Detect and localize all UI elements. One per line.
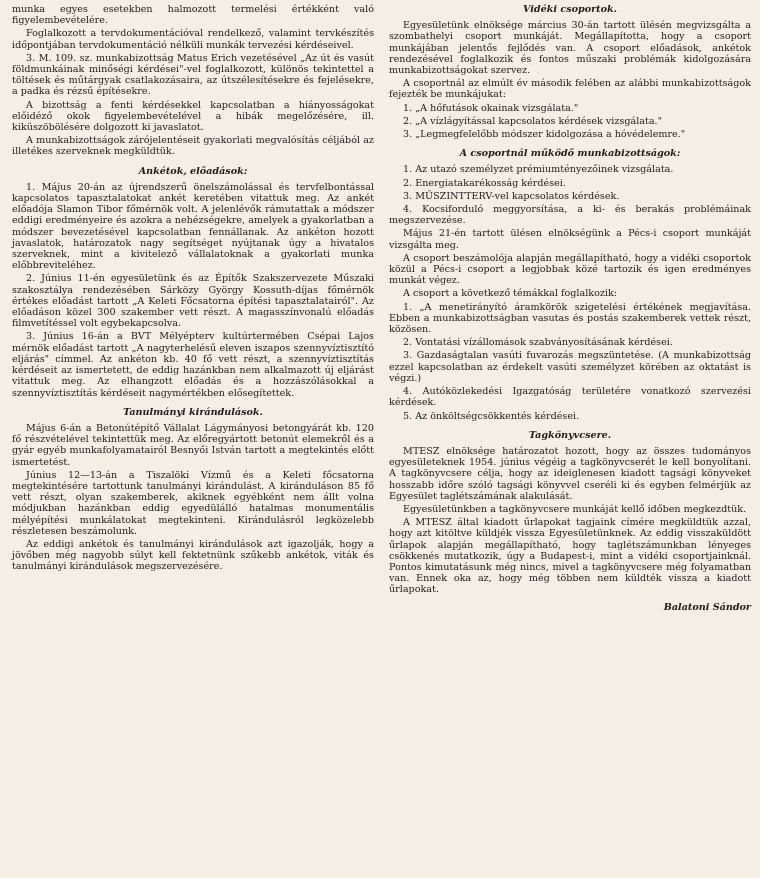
paragraph: 2. Június 11-én egyesületünk és az Építők Szakszervezete Műszaki szakosztálya rendezésében Sárközy György Kossuth-díjas főmérnök értékes előadást tartott „A Keleti Főcsatorna építési tapasztalatairól". Az előadáson közel 300 szakember vett részt. A magasszínvonalú előadás filmvetítéssel volt egybekapcsolva. <box>12 273 374 330</box>
list-item: 3. „Legmegfelelőbb módszer kidolgozása a hóvédelemre." <box>403 129 686 141</box>
section-heading-munkabizottsagok: A csoportnál működő munkabizottságok: <box>459 148 681 160</box>
paragraph: A munkabizottságok zárójelentéseit gyakorlati megvalósítás céljából az illetékes szerveknek megküldtük. <box>12 135 374 158</box>
section-heading-tagkonyvcsere: Tagkönyvcsere. <box>528 429 612 441</box>
list-item: 3. Gazdaságtalan vasúti fuvarozás megszüntetése. (A munkabizottság ezzel kapcsolatban az érdekelt vasúti személyzet körében az oktatást is végzi.) <box>389 350 751 384</box>
paragraph: Május 6-án a Betonútépítő Vállalat Lágymányosi betongyárát kb. 120 fő részvételével tekintettük meg. Az előregyártott betonút elemekről és a gyár egyéb munkafolyamatairól Besnyői István tartott a megtekintés előtt ismertetést. <box>12 422 374 468</box>
paragraph: munka egyes esetekben halmozott termelési értékként való figyelembevételére. <box>12 4 374 27</box>
left-column <box>12 4 374 575</box>
paragraph: A MTESZ által kiadott űrlapokat tagjaink címére megküldtük azzal, hogy azt kitöltve küldjék vissza Egyesületünknek. Az eddig visszaküldött űrlapok alapján megállapítható, hogy taglétszámunkban lényeges csökkenés mutatkozik, úgy a Budapest-i, mint a vidéki csoportjainknál. Pontos kimutatásunk még nincs, mivel a tagkönyvcsere még folyamatban van. Ennek oka az, hogy még többen nem küldték vissza a kiadott űrlapokat. <box>389 517 751 596</box>
list-item: 1. „A hőfutások okainak vizsgálata." <box>403 102 579 114</box>
list-item: 4. Kocsiforduló meggyorsítása, a ki- és berakás problémáinak megszervezése. <box>389 204 751 227</box>
paragraph: Egyesületünkben a tagkönyvcsere munkáját kellő időben megkezdtük. <box>403 503 747 515</box>
list-item: 2. „A vízlágyítással kapcsolatos kérdések vizsgálata." <box>403 115 663 127</box>
paragraph: Június 12—13-án a Tiszalöki Vízmű és a Keleti főcsatorna megtekintésére tartottunk tanulmányi kirándulást. A kiránduláson 85 fő vett részt, olyan szakemberek, akiknek egyébként nem állt volna módjukban hazánkban eddig egyedülálló hatalmas monumentális mélyépítési munkálatokat megtekinteni. Kirándulásról legközelebb részletesen beszámolunk. <box>12 469 374 537</box>
paragraph: 3. Június 16-án a BVT Mélyépterv kultúrtermében Csépai Lajos mérnök előadást tartott „A nagyterhelésű eleven iszapos szennyvíztisztító eljárás" címmel. Az ankéton kb. 40 fő vett részt, a szennyvíztisztítás kérdéseit az ismertetett, de eddig hazánkban nem alkalmazott új eljárást vitattuk meg. Az elhangzott előadás és a hozzászólásokkal a szennyvíztisztítás kérdéseit nagymértékben elősegítettek. <box>12 331 374 399</box>
author-signature: Balatoni Sándor <box>663 601 751 613</box>
paragraph: A csoportnál az elmúlt év második felében az alábbi munkabizottságok fejezték be munkájukat: <box>389 78 751 101</box>
list-item: 2. Vontatási vízállomások szabványosításának kérdései. <box>403 337 673 349</box>
paragraph: Foglalkozott a tervdokumentációval rendelkező, valamint tervkészítés időpontjában tervdokumentáció nélküli munkák tervezési kérdéseivel. <box>12 28 374 51</box>
paragraph: MTESZ elnöksége határozatot hozott, hogy az összes tudományos egyesületeknek 1954. június végéig a tagkönyvcserét le kell bonyolítani. A tagkönyvcsere célja, hogy az ideiglenesen kiadott tagsági könyveket hosszabb időre szóló tagsági könyvvel cseréli ki és egyben felmérjük az Egyesület taglétszámának alakulását. <box>389 445 751 502</box>
paragraph: Egyesületünk elnöksége március 30-án tartott ülésén megvizsgálta a szombathelyi csoport munkáját. Megállapította, hogy a csoport munkájában jelentős fejlődés van. A csoport előadások, ankétok rendezésével foglalkozik és fontos műszaki problémák kidolgozására munkabizottságokat szervez. <box>389 20 751 77</box>
paragraph: Május 21-én tartott ülésen elnökségünk a Pécs-i csoport munkáját vizsgálta meg. <box>389 228 751 251</box>
list-item: 1. Az utazó személyzet prémiumtényezőinek vizsgálata. <box>403 164 674 176</box>
section-heading-videki-csoportok: Vidéki csoportok. <box>523 4 617 15</box>
list-item: 2. Energiatakarékosság kérdései. <box>403 177 566 189</box>
list-item: 5. Az önköltségcsökkentés kérdései. <box>403 410 580 422</box>
list-item: 4. Autóközlekedési Igazgatóság területére vonatkozó szervezési kérdések. <box>389 386 751 409</box>
list-item: 1. „A menetirányító áramkörök szigetelési értékének megjavítása. Ebben a munkabizottságban vasutas és postás szakemberek vettek részt, közösen. <box>389 301 751 336</box>
paragraph: Az eddigi ankétok és tanulmányi kirándulások azt igazolják, hogy a jövőben még nagyobb súlyt kell fektetnünk szűkebb ankétok, viták és tanulmányi kirándulások megszervezésére. <box>12 538 374 573</box>
paragraph: 3. M. 109. sz. munkabizottság Matus Erich vezetésével „Az út és vasút földmunkáinak minőségi kérdései"-vel foglalkozott, különös tekintettel a töltések és műtárgyak csatlakozásaira, az útszélesítésekre és fejelésekre, a padka és rézsű építésekre. <box>12 52 374 98</box>
paragraph: 1. Május 20-án az újrendszerű önelszámolással és tervfelbontással kapcsolatos tapasztalatokat ankét keretében vitattuk meg. Az ankét előadója Slamon Tibor főmérnök volt. A jelenlévők rámutattak a módszer eddigi eredményeire és azokra a nehézségekre, amelyek a gyakorlatban a módszer bevezetésével kapcsolatban fennállanak. Az ankéton hozott javaslatok, határozatok nagy segítséget nyújtanak úgy a hivatalos szerveknek, mint a kivitelező vállalatoknak a gyakorlati munka előbbreviteléhez. <box>12 181 374 272</box>
section-heading-anketok: Ankétok, előadások: <box>138 165 248 177</box>
right-column <box>389 4 751 615</box>
section-heading-kirandulasok: Tanulmányi kirándulások. <box>123 406 263 418</box>
paragraph: A bizottság a fenti kérdésekkel kapcsolatban a hiányosságokat előidéző okok figyelembevételével a hibák megelőzésére, ill. kiküszöbölésére dolgozott ki javaslatot. <box>12 99 374 134</box>
paragraph: A csoport a következő témákkal foglalkozik: <box>403 288 618 300</box>
paragraph: A csoport beszámolója alapján megállapítható, hogy a vidéki csoportok közül a Pécs-i csoport a legjobbak közé tartozik és igen eredményes munkát végez. <box>389 252 751 287</box>
list-item: 3. MŰSZINTTERV-vel kapcsolatos kérdések. <box>403 190 620 202</box>
